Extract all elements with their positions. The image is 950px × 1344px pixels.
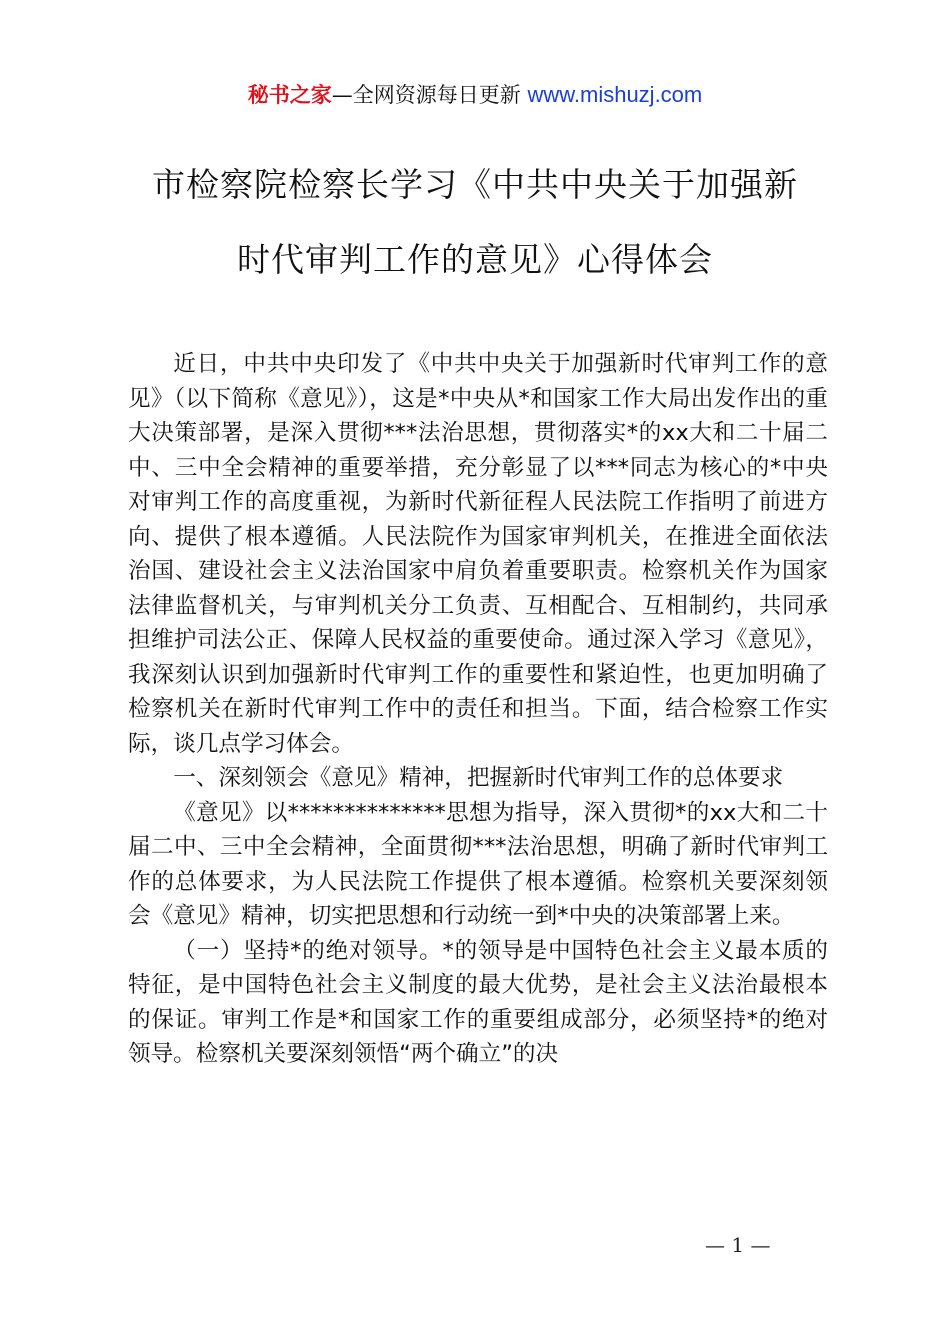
title-line-1: 市检察院检察长学习《中共中央关于加强新 bbox=[152, 165, 798, 204]
document-body bbox=[128, 347, 828, 1072]
paragraph-section-intro: 《意见》以**************思想为指导，深入贯彻*的xx大和二十届二中、三中全会精神，全面贯彻***法治思想，明确了新时代审判工作的总体要求，为人民法院工作提供了根本遵循。检察机关要深刻领会《意见》精神，切实把思想和行动统一到*中央的决策部署上来。 bbox=[128, 799, 828, 929]
website-link[interactable]: www.mishuzj.com bbox=[527, 82, 703, 107]
document-title bbox=[125, 162, 825, 312]
section-heading: 一、深刻领会《意见》精神，把握新时代审判工作的总体要求 bbox=[173, 765, 784, 791]
site-banner bbox=[0, 80, 950, 110]
page-number: — 1 — bbox=[705, 1233, 771, 1257]
brand-name: 秘书之家 bbox=[247, 83, 332, 107]
paragraph-subsection: （一）坚持*的绝对领导。*的领导是中国特色社会主义最本质的特征，是中国特色社会主义制度的最大优势，是社会主义法治最根本的保证。审判工作是*和国家工作的重要组成部分，必须坚持*的绝对领导。检察机关要深刻领悟“两个确立”的决 bbox=[128, 937, 828, 1067]
title-line-2: 时代审判工作的意见》心得体会 bbox=[237, 240, 713, 279]
paragraph-intro: 近日，中共中央印发了《中共中央关于加强新时代审判工作的意见》（以下简称《意见》），这是*中央从*和国家工作大局出发作出的重大决策部署，是深入贯彻***法治思想，贯彻落实*的xx大和二十届二中、三中全会精神的重要举措，充分彰显了以***同志为核心的*中央对审判工作的高度重视，为新时代新征程人民法院工作指明了前进方向、提供了根本遵循。人民法院作为国家审判机关，在推进全面依法治国、建设社会主义法治国家中肩负着重要职责。检察机关作为国家法律监督机关，与审判机关分工负责、互相配合、互相制约，共同承担维护司法公正、保障人民权益的重要使命。通过深入学习《意见》，我深刻认识到加强新时代审判工作的重要性和紧迫性，也更加明确了检察机关在新时代审判工作中的责任和担当。下面，结合检察工作实际，谈几点学习体会。 bbox=[128, 351, 828, 757]
banner-slogan: —全网资源每日更新 bbox=[331, 83, 528, 107]
